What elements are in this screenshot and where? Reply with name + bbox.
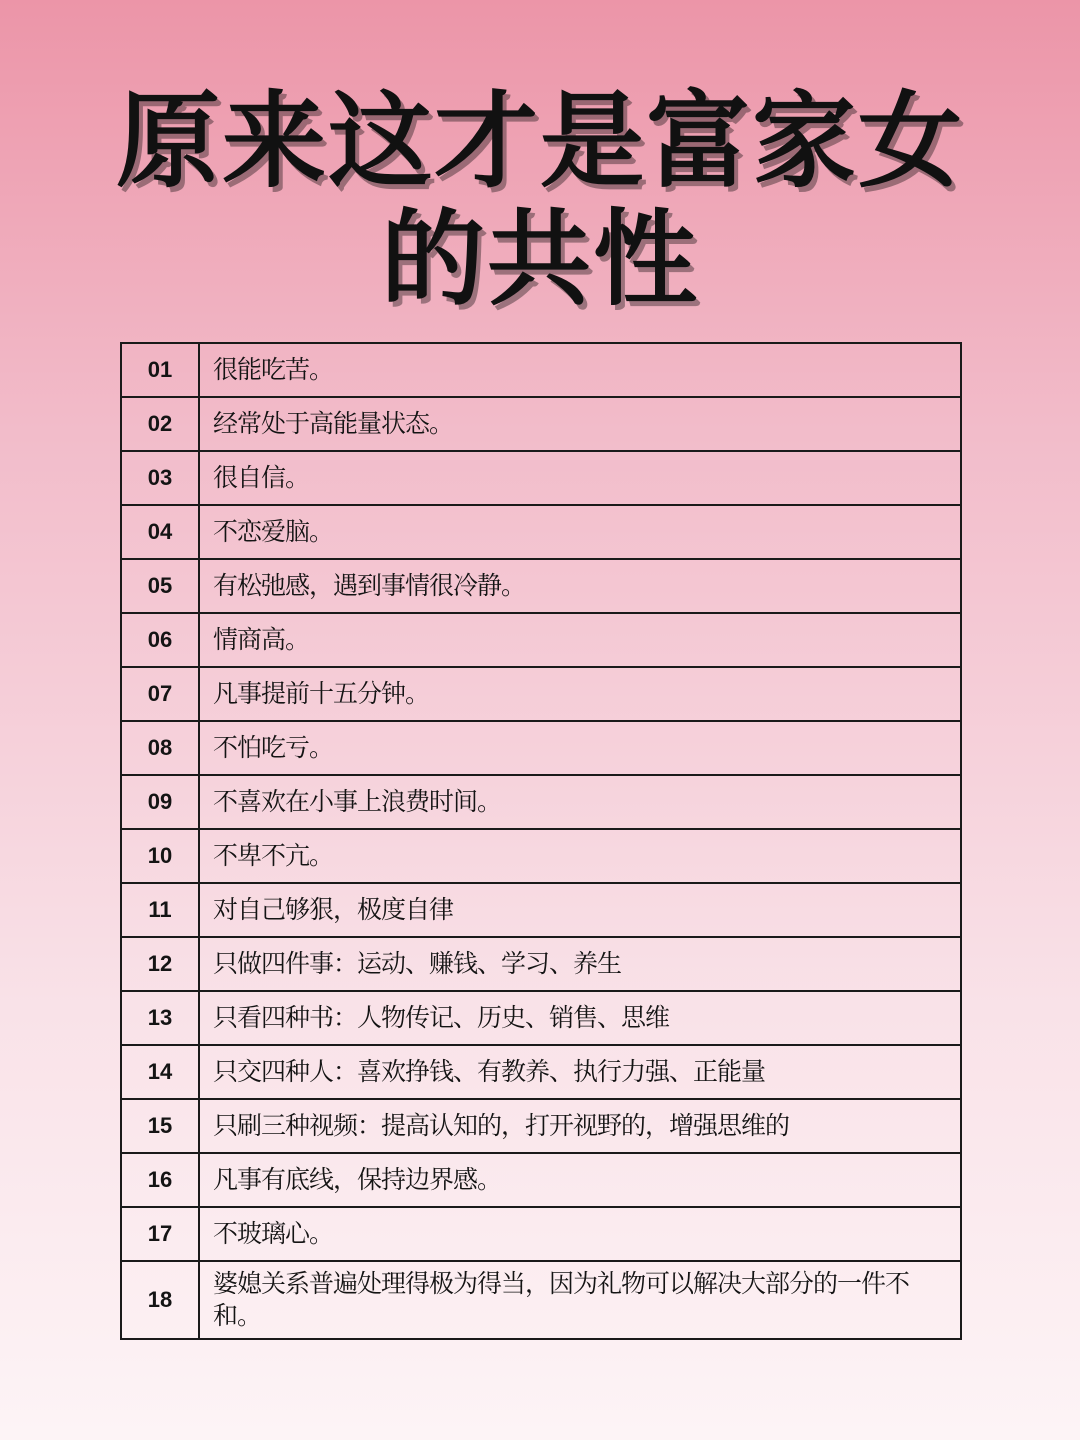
row-number: 18: [121, 1261, 199, 1339]
row-number: 16: [121, 1153, 199, 1207]
table-row: [121, 883, 961, 937]
row-number: 12: [121, 937, 199, 991]
table-row: [121, 667, 961, 721]
table-row: [121, 397, 961, 451]
table-row: [121, 775, 961, 829]
row-text: 经常处于高能量状态。: [199, 397, 961, 451]
row-text: 不恋爱脑。: [199, 505, 961, 559]
row-number: 08: [121, 721, 199, 775]
table-row: [121, 1153, 961, 1207]
table-row: [121, 505, 961, 559]
table-row: [121, 991, 961, 1045]
row-number: 03: [121, 451, 199, 505]
row-text: 不喜欢在小事上浪费时间。: [199, 775, 961, 829]
row-text: 很自信。: [199, 451, 961, 505]
row-number: 13: [121, 991, 199, 1045]
row-text: 只做四件事：运动、赚钱、学习、养生: [199, 937, 961, 991]
table-row: [121, 1261, 961, 1339]
row-text: 只交四种人：喜欢挣钱、有教养、执行力强、正能量: [199, 1045, 961, 1099]
row-number: 04: [121, 505, 199, 559]
row-text: 只看四种书：人物传记、历史、销售、思维: [199, 991, 961, 1045]
table-row: [121, 1045, 961, 1099]
row-number: 14: [121, 1045, 199, 1099]
row-number: 05: [121, 559, 199, 613]
row-number: 07: [121, 667, 199, 721]
row-text: 只刷三种视频：提高认知的，打开视野的，增强思维的: [199, 1099, 961, 1153]
row-number: 11: [121, 883, 199, 937]
row-number: 02: [121, 397, 199, 451]
row-text: 不玻璃心。: [199, 1207, 961, 1261]
traits-table: [120, 342, 962, 1340]
table-row: [121, 1207, 961, 1261]
row-text: 婆媳关系普遍处理得极为得当，因为礼物可以解决大部分的一件不和。: [199, 1261, 961, 1339]
table-row: [121, 559, 961, 613]
table-row: [121, 721, 961, 775]
row-text: 不卑不亢。: [199, 829, 961, 883]
row-number: 09: [121, 775, 199, 829]
row-number: 10: [121, 829, 199, 883]
row-text: 有松弛感，遇到事情很冷静。: [199, 559, 961, 613]
title-line-1: 原来这才是富家女: [115, 80, 964, 202]
row-number: 06: [121, 613, 199, 667]
table-row: [121, 829, 961, 883]
table-row: [121, 451, 961, 505]
row-text: 凡事有底线，保持边界感。: [199, 1153, 961, 1207]
table-row: [121, 343, 961, 397]
table-row: [121, 937, 961, 991]
row-text: 情商高。: [199, 613, 961, 667]
row-number: 15: [121, 1099, 199, 1153]
row-number: 01: [121, 343, 199, 397]
page-title: [0, 82, 1080, 318]
row-number: 17: [121, 1207, 199, 1261]
title-line-2: 的共性: [380, 198, 699, 320]
row-text: 对自己够狠，极度自律: [199, 883, 961, 937]
row-text: 凡事提前十五分钟。: [199, 667, 961, 721]
table-row: [121, 613, 961, 667]
row-text: 不怕吃亏。: [199, 721, 961, 775]
table-row: [121, 1099, 961, 1153]
row-text: 很能吃苦。: [199, 343, 961, 397]
